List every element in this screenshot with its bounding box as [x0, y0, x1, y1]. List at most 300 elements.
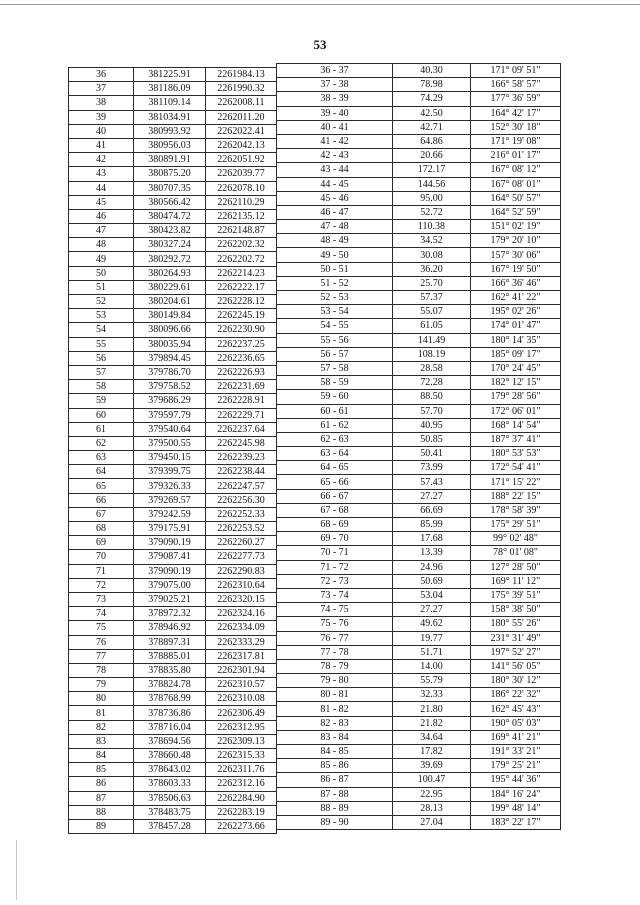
distance-cell: 36.20 [393, 262, 471, 276]
point-row [69, 153, 277, 167]
point-number-cell: 41 [69, 138, 134, 152]
distance-cell: 49.62 [393, 617, 471, 631]
segment-row [277, 64, 561, 78]
y-coordinate-cell: 2262236.65 [206, 351, 277, 365]
point-number-cell: 38 [69, 96, 134, 110]
x-coordinate-cell: 380707.35 [134, 181, 206, 195]
x-coordinate-cell: 380035.94 [134, 337, 206, 351]
distance-cell: 108.19 [393, 347, 471, 361]
x-coordinate-cell: 381186.09 [134, 82, 206, 96]
distance-cell: 53.04 [393, 588, 471, 602]
distance-cell: 64.86 [393, 134, 471, 148]
direction-angle-cell: 78° 01' 08" [471, 546, 561, 560]
segment-row [277, 376, 561, 390]
segment-cell: 78 - 79 [277, 659, 393, 673]
distance-cell: 27.04 [393, 815, 471, 829]
direction-angle-cell: 177° 36' 59" [471, 92, 561, 106]
point-number-cell: 46 [69, 209, 134, 223]
direction-angle-cell: 162° 41' 22" [471, 291, 561, 305]
segment-row [277, 659, 561, 673]
direction-angle-cell: 151° 02' 19" [471, 220, 561, 234]
point-row [69, 493, 277, 507]
point-row [69, 280, 277, 294]
point-row [69, 82, 277, 96]
segment-cell: 83 - 84 [277, 730, 393, 744]
distance-cell: 21.80 [393, 702, 471, 716]
segment-row [277, 489, 561, 503]
point-row [69, 592, 277, 606]
segment-row [277, 134, 561, 148]
segment-cell: 53 - 54 [277, 305, 393, 319]
direction-angle-cell: 195° 02' 26" [471, 305, 561, 319]
y-coordinate-cell: 2261990.32 [206, 82, 277, 96]
y-coordinate-cell: 2262333.29 [206, 635, 277, 649]
segment-cell: 58 - 59 [277, 376, 393, 390]
y-coordinate-cell: 2262283.19 [206, 805, 277, 819]
y-coordinate-cell: 2262310.08 [206, 692, 277, 706]
segment-row [277, 390, 561, 404]
point-row [69, 507, 277, 521]
segment-cell: 45 - 46 [277, 191, 393, 205]
distance-cell: 27.27 [393, 603, 471, 617]
x-coordinate-cell: 379075.00 [134, 578, 206, 592]
point-row [69, 138, 277, 152]
x-coordinate-cell: 378946.92 [134, 621, 206, 635]
point-row [69, 734, 277, 748]
segment-cell: 66 - 67 [277, 489, 393, 503]
point-row [69, 238, 277, 252]
x-coordinate-cell: 380204.61 [134, 295, 206, 309]
segment-cell: 67 - 68 [277, 503, 393, 517]
point-row [69, 706, 277, 720]
segment-cell: 80 - 81 [277, 688, 393, 702]
y-coordinate-cell: 2262245.19 [206, 309, 277, 323]
segment-cell: 37 - 38 [277, 78, 393, 92]
point-number-cell: 80 [69, 692, 134, 706]
segment-cell: 72 - 73 [277, 574, 393, 588]
point-number-cell: 84 [69, 749, 134, 763]
y-coordinate-cell: 2262324.16 [206, 607, 277, 621]
segment-cell: 60 - 61 [277, 404, 393, 418]
point-row [69, 351, 277, 365]
x-coordinate-cell: 378716.04 [134, 720, 206, 734]
point-row [69, 465, 277, 479]
segment-cell: 74 - 75 [277, 603, 393, 617]
distance-cell: 42.71 [393, 120, 471, 134]
segment-row [277, 262, 561, 276]
point-number-cell: 42 [69, 153, 134, 167]
segment-row [277, 716, 561, 730]
direction-angle-cell: 179° 25' 21" [471, 759, 561, 773]
x-coordinate-cell: 380875.20 [134, 167, 206, 181]
x-coordinate-cell: 379399.75 [134, 465, 206, 479]
distance-cell: 61.05 [393, 319, 471, 333]
segment-cell: 57 - 58 [277, 361, 393, 375]
segment-cell: 75 - 76 [277, 617, 393, 631]
segment-row [277, 588, 561, 602]
direction-angle-cell: 182° 12' 15" [471, 376, 561, 390]
point-number-cell: 56 [69, 351, 134, 365]
point-row [69, 380, 277, 394]
point-number-cell: 60 [69, 408, 134, 422]
point-row [69, 323, 277, 337]
point-row [69, 749, 277, 763]
point-row [69, 68, 277, 82]
segment-cell: 76 - 77 [277, 631, 393, 645]
y-coordinate-cell: 2262042.13 [206, 138, 277, 152]
point-row [69, 266, 277, 280]
direction-angle-cell: 162° 45' 43" [471, 702, 561, 716]
segment-cell: 46 - 47 [277, 205, 393, 219]
y-coordinate-cell: 2262334.09 [206, 621, 277, 635]
point-number-cell: 81 [69, 706, 134, 720]
segment-cell: 52 - 53 [277, 291, 393, 305]
segments-table-body [277, 64, 561, 830]
point-number-cell: 50 [69, 266, 134, 280]
segment-row [277, 787, 561, 801]
point-row [69, 536, 277, 550]
direction-angle-cell: 185° 09' 17" [471, 347, 561, 361]
point-number-cell: 66 [69, 493, 134, 507]
segment-cell: 62 - 63 [277, 432, 393, 446]
x-coordinate-cell: 378603.33 [134, 777, 206, 791]
segment-row [277, 759, 561, 773]
direction-angle-cell: 172° 54' 41" [471, 461, 561, 475]
direction-angle-cell: 171° 15' 22" [471, 475, 561, 489]
point-row [69, 96, 277, 110]
distance-cell: 21.82 [393, 716, 471, 730]
point-row [69, 777, 277, 791]
point-row [69, 295, 277, 309]
point-row [69, 479, 277, 493]
segment-cell: 43 - 44 [277, 163, 393, 177]
segments-table [276, 63, 561, 830]
point-number-cell: 52 [69, 295, 134, 309]
distance-cell: 17.68 [393, 532, 471, 546]
direction-angle-cell: 184° 16' 24" [471, 787, 561, 801]
y-coordinate-cell: 2262253.52 [206, 522, 277, 536]
y-coordinate-cell: 2262284.90 [206, 791, 277, 805]
segment-row [277, 347, 561, 361]
distance-cell: 25.70 [393, 276, 471, 290]
point-number-cell: 78 [69, 663, 134, 677]
segment-cell: 61 - 62 [277, 418, 393, 432]
distance-cell: 88.50 [393, 390, 471, 404]
direction-angle-cell: 164° 50' 57" [471, 191, 561, 205]
points-coordinates-table [68, 67, 277, 834]
segment-row [277, 773, 561, 787]
direction-angle-cell: 152° 30' 18" [471, 120, 561, 134]
direction-angle-cell: 179° 28' 56" [471, 390, 561, 404]
y-coordinate-cell: 2262237.25 [206, 337, 277, 351]
point-number-cell: 82 [69, 720, 134, 734]
y-coordinate-cell: 2262273.66 [206, 819, 277, 833]
direction-angle-cell: 170° 24' 45" [471, 361, 561, 375]
distance-cell: 57.43 [393, 475, 471, 489]
x-coordinate-cell: 378506.63 [134, 791, 206, 805]
y-coordinate-cell: 2262214.23 [206, 266, 277, 280]
segment-row [277, 149, 561, 163]
segment-row [277, 702, 561, 716]
x-coordinate-cell: 380292.72 [134, 252, 206, 266]
segment-row [277, 815, 561, 829]
y-coordinate-cell: 2262306.49 [206, 706, 277, 720]
point-number-cell: 51 [69, 280, 134, 294]
segment-row [277, 361, 561, 375]
direction-angle-cell: 187° 37' 41" [471, 432, 561, 446]
segment-row [277, 163, 561, 177]
segment-cell: 64 - 65 [277, 461, 393, 475]
x-coordinate-cell: 379090.19 [134, 536, 206, 550]
point-number-cell: 73 [69, 592, 134, 606]
point-number-cell: 70 [69, 550, 134, 564]
segment-row [277, 447, 561, 461]
segment-cell: 48 - 49 [277, 234, 393, 248]
x-coordinate-cell: 379269.57 [134, 493, 206, 507]
y-coordinate-cell: 2262290.83 [206, 564, 277, 578]
direction-angle-cell: 164° 42' 17" [471, 106, 561, 120]
point-row [69, 451, 277, 465]
point-number-cell: 45 [69, 195, 134, 209]
direction-angle-cell: 127° 28' 50" [471, 560, 561, 574]
segment-cell: 36 - 37 [277, 64, 393, 78]
x-coordinate-cell: 378835.80 [134, 663, 206, 677]
segment-row [277, 801, 561, 815]
y-coordinate-cell: 2262312.16 [206, 777, 277, 791]
point-number-cell: 40 [69, 124, 134, 138]
x-coordinate-cell: 380956.03 [134, 138, 206, 152]
segment-cell: 89 - 90 [277, 815, 393, 829]
point-number-cell: 59 [69, 394, 134, 408]
point-row [69, 522, 277, 536]
point-number-cell: 48 [69, 238, 134, 252]
point-row [69, 578, 277, 592]
direction-angle-cell: 216° 01' 17" [471, 149, 561, 163]
x-coordinate-cell: 379894.45 [134, 351, 206, 365]
x-coordinate-cell: 379686.29 [134, 394, 206, 408]
point-number-cell: 37 [69, 82, 134, 96]
segment-row [277, 461, 561, 475]
point-number-cell: 68 [69, 522, 134, 536]
point-number-cell: 44 [69, 181, 134, 195]
x-coordinate-cell: 378643.02 [134, 763, 206, 777]
x-coordinate-cell: 379758.52 [134, 380, 206, 394]
x-coordinate-cell: 378483.75 [134, 805, 206, 819]
point-number-cell: 79 [69, 678, 134, 692]
x-coordinate-cell: 379786.70 [134, 365, 206, 379]
direction-angle-cell: 166° 58' 57" [471, 78, 561, 92]
point-number-cell: 69 [69, 536, 134, 550]
direction-angle-cell: 168° 14' 54" [471, 418, 561, 432]
y-coordinate-cell: 2262245.98 [206, 436, 277, 450]
segment-row [277, 92, 561, 106]
direction-angle-cell: 188° 22' 15" [471, 489, 561, 503]
segment-cell: 69 - 70 [277, 532, 393, 546]
point-row [69, 692, 277, 706]
segment-cell: 87 - 88 [277, 787, 393, 801]
point-number-cell: 74 [69, 607, 134, 621]
direction-angle-cell: 178° 58' 39" [471, 503, 561, 517]
direction-angle-cell: 167° 08' 12" [471, 163, 561, 177]
segment-row [277, 518, 561, 532]
y-coordinate-cell: 2262310.57 [206, 678, 277, 692]
direction-angle-cell: 175° 29' 51" [471, 518, 561, 532]
x-coordinate-cell: 379540.64 [134, 422, 206, 436]
segment-cell: 68 - 69 [277, 518, 393, 532]
y-coordinate-cell: 2262110.29 [206, 195, 277, 209]
distance-cell: 19.77 [393, 631, 471, 645]
x-coordinate-cell: 380474.72 [134, 209, 206, 223]
point-number-cell: 64 [69, 465, 134, 479]
segment-cell: 70 - 71 [277, 546, 393, 560]
segment-row [277, 276, 561, 290]
y-coordinate-cell: 2261984.13 [206, 68, 277, 82]
y-coordinate-cell: 2262135.12 [206, 209, 277, 223]
x-coordinate-cell: 379090.19 [134, 564, 206, 578]
distance-cell: 34.64 [393, 730, 471, 744]
direction-angle-cell: 158° 38' 50" [471, 603, 561, 617]
distance-cell: 50.69 [393, 574, 471, 588]
direction-angle-cell: 171° 09' 51" [471, 64, 561, 78]
segment-row [277, 78, 561, 92]
x-coordinate-cell: 380096.66 [134, 323, 206, 337]
point-number-cell: 53 [69, 309, 134, 323]
segment-row [277, 631, 561, 645]
segment-row [277, 730, 561, 744]
distance-cell: 28.13 [393, 801, 471, 815]
point-number-cell: 88 [69, 805, 134, 819]
point-row [69, 436, 277, 450]
point-number-cell: 63 [69, 451, 134, 465]
y-coordinate-cell: 2262222.17 [206, 280, 277, 294]
point-row [69, 224, 277, 238]
segment-row [277, 234, 561, 248]
direction-angle-cell: 174° 01' 47" [471, 319, 561, 333]
segment-row [277, 532, 561, 546]
segment-cell: 51 - 52 [277, 276, 393, 290]
point-row [69, 209, 277, 223]
point-number-cell: 36 [69, 68, 134, 82]
point-row [69, 791, 277, 805]
distance-cell: 27.27 [393, 489, 471, 503]
x-coordinate-cell: 378972.32 [134, 607, 206, 621]
segment-cell: 49 - 50 [277, 248, 393, 262]
distance-cell: 100.47 [393, 773, 471, 787]
point-number-cell: 86 [69, 777, 134, 791]
segment-cell: 54 - 55 [277, 319, 393, 333]
point-number-cell: 54 [69, 323, 134, 337]
distance-cell: 57.37 [393, 291, 471, 305]
distance-cell: 85.99 [393, 518, 471, 532]
y-coordinate-cell: 2262051.92 [206, 153, 277, 167]
point-row [69, 365, 277, 379]
direction-angle-cell: 186° 22' 32" [471, 688, 561, 702]
direction-angle-cell: 183° 22' 17" [471, 815, 561, 829]
segment-cell: 44 - 45 [277, 177, 393, 191]
segment-row [277, 745, 561, 759]
direction-angle-cell: 169° 41' 21" [471, 730, 561, 744]
y-coordinate-cell: 2262312.95 [206, 720, 277, 734]
point-row [69, 805, 277, 819]
point-row [69, 635, 277, 649]
point-row [69, 607, 277, 621]
segment-row [277, 546, 561, 560]
point-row [69, 564, 277, 578]
segment-row [277, 291, 561, 305]
segment-row [277, 404, 561, 418]
direction-angle-cell: 169° 11' 12" [471, 574, 561, 588]
segment-cell: 55 - 56 [277, 333, 393, 347]
x-coordinate-cell: 380993.92 [134, 124, 206, 138]
scan-left-edge [16, 840, 17, 900]
segment-row [277, 177, 561, 191]
x-coordinate-cell: 378736.86 [134, 706, 206, 720]
x-coordinate-cell: 380891.91 [134, 153, 206, 167]
y-coordinate-cell: 2262252.33 [206, 507, 277, 521]
segment-cell: 41 - 42 [277, 134, 393, 148]
distance-cell: 50.85 [393, 432, 471, 446]
x-coordinate-cell: 379597.79 [134, 408, 206, 422]
direction-angle-cell: 167° 08' 01" [471, 177, 561, 191]
point-row [69, 252, 277, 266]
segment-cell: 77 - 78 [277, 645, 393, 659]
scan-top-edge [0, 4, 640, 5]
point-number-cell: 61 [69, 422, 134, 436]
point-row [69, 309, 277, 323]
distance-cell: 28.58 [393, 361, 471, 375]
direction-angle-cell: 171° 19' 08" [471, 134, 561, 148]
y-coordinate-cell: 2262039.77 [206, 167, 277, 181]
segment-cell: 79 - 80 [277, 674, 393, 688]
distance-cell: 20.66 [393, 149, 471, 163]
y-coordinate-cell: 2262239.23 [206, 451, 277, 465]
y-coordinate-cell: 2262256.30 [206, 493, 277, 507]
y-coordinate-cell: 2262229.71 [206, 408, 277, 422]
x-coordinate-cell: 379500.55 [134, 436, 206, 450]
segment-cell: 85 - 86 [277, 759, 393, 773]
distance-cell: 74.29 [393, 92, 471, 106]
segment-row [277, 191, 561, 205]
direction-angle-cell: 175° 39' 51" [471, 588, 561, 602]
point-row [69, 649, 277, 663]
y-coordinate-cell: 2262309.13 [206, 734, 277, 748]
x-coordinate-cell: 378885.01 [134, 649, 206, 663]
distance-cell: 110.38 [393, 220, 471, 234]
x-coordinate-cell: 379025.21 [134, 592, 206, 606]
x-coordinate-cell: 379175.91 [134, 522, 206, 536]
distance-cell: 40.95 [393, 418, 471, 432]
segment-row [277, 475, 561, 489]
segment-row [277, 645, 561, 659]
distance-cell: 30.08 [393, 248, 471, 262]
y-coordinate-cell: 2262078.10 [206, 181, 277, 195]
direction-angle-cell: 180° 53' 53" [471, 447, 561, 461]
y-coordinate-cell: 2262320.15 [206, 592, 277, 606]
segment-row [277, 617, 561, 631]
direction-angle-cell: 141° 56' 05" [471, 659, 561, 673]
direction-angle-cell: 231° 31' 49" [471, 631, 561, 645]
x-coordinate-cell: 380229.61 [134, 280, 206, 294]
segment-cell: 88 - 89 [277, 801, 393, 815]
segment-cell: 82 - 83 [277, 716, 393, 730]
direction-angle-cell: 157° 30' 06" [471, 248, 561, 262]
x-coordinate-cell: 379450.15 [134, 451, 206, 465]
segment-row [277, 432, 561, 446]
distance-cell: 34.52 [393, 234, 471, 248]
segment-row [277, 603, 561, 617]
point-row [69, 337, 277, 351]
distance-cell: 50.41 [393, 447, 471, 461]
